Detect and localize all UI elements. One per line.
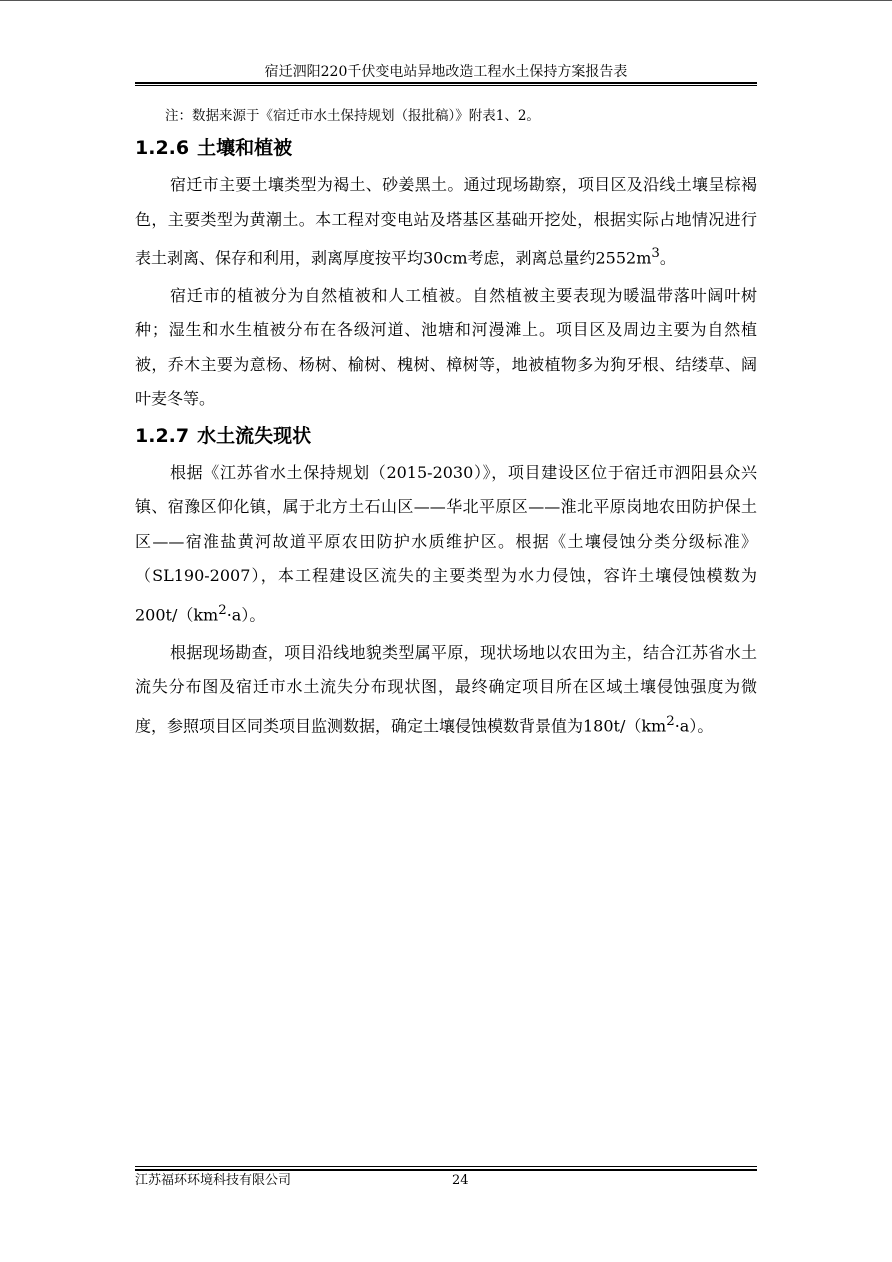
section-title: 土壤和植被 bbox=[197, 137, 293, 159]
superscript: 2 bbox=[218, 602, 227, 618]
paragraph-soil bbox=[135, 168, 757, 276]
section-number: 1.2.7 bbox=[135, 424, 190, 447]
footer-company: 江苏福环环境科技有限公司 bbox=[135, 1173, 292, 1188]
section-title: 水土流失现状 bbox=[197, 424, 312, 447]
data-source-note: 注：数据来源于《宿迁市水土保持规划（报批稿）》附表1、2。 bbox=[165, 108, 540, 124]
paragraph-tail: 。 bbox=[659, 248, 676, 268]
paragraph-text: 根据现场勘查，项目沿线地貌类型属平原，现状场地以农田为主，结合江苏省水土流失分布图及宿迁市水土流失分布现状图，最终确定项目所在区域土壤侵蚀强度为微度，参照项目区同类项目监测数据，确定土壤侵蚀模数背景值为180t/（km bbox=[135, 642, 757, 735]
paragraph-vegetation: 宿迁市的植被分为自然植被和人工植被。自然植被主要表现为暖温带落叶阔叶树种；湿生和水生植被分布在各级河道、池塘和河漫滩上。项目区及周边主要为自然植被，乔木主要为意杨、杨树、榆树、槐树、樟树等，地被植物多为狗牙根、结缕草、阔叶麦冬等。 bbox=[135, 285, 757, 409]
header-rule-thin bbox=[135, 85, 757, 86]
section-heading-soil-erosion bbox=[135, 420, 757, 452]
superscript: 3 bbox=[651, 246, 660, 261]
footer-rule-thin bbox=[135, 1166, 757, 1167]
paragraph-text: 根据《江苏省水土保持规划（2015-2030）》，项目建设区位于宿迁市泗阳县众兴镇、宿豫区仰化镇，属于北方土石山区——华北平原区——淮北平原岗地农田防护保土区——宿淮盐黄河故道平原农田防护水质维护区。根据《土壤侵蚀分类分级标准》（SL190-2007），本工程建设区流失的主要类型为水力侵蚀，容许土壤侵蚀模数为200t/（km bbox=[135, 462, 757, 625]
page-number: 24 bbox=[452, 1173, 469, 1188]
paragraph-tail: ·a）。 bbox=[226, 605, 266, 625]
section-number: 1.2.6 bbox=[135, 137, 190, 159]
paragraph-tail: ·a）。 bbox=[674, 715, 714, 735]
page-top-border bbox=[0, 0, 892, 1]
superscript: 2 bbox=[666, 713, 675, 729]
page-body bbox=[135, 104, 757, 746]
paragraph-text: 宿迁市主要土壤类型为褐土、砂姜黑土。通过现场勘察，项目区及沿线土壤呈棕褐色，主要类型为黄潮土。本工程对变电站及塔基区基础开挖处，根据实际占地情况进行表土剥离、保存和利用，剥离厚度按平均30cm考虑，剥离总量约2552m bbox=[135, 175, 757, 268]
paragraph-erosion-zoning bbox=[135, 456, 757, 633]
section-heading-soil-vegetation bbox=[135, 132, 757, 164]
header-rule-thick bbox=[135, 82, 757, 84]
paragraph-erosion-background bbox=[135, 636, 757, 744]
page-header-title: 宿迁泗阳220千伏变电站异地改造工程水土保持方案报告表 bbox=[264, 64, 628, 80]
footer-rule-thick bbox=[135, 1169, 757, 1171]
